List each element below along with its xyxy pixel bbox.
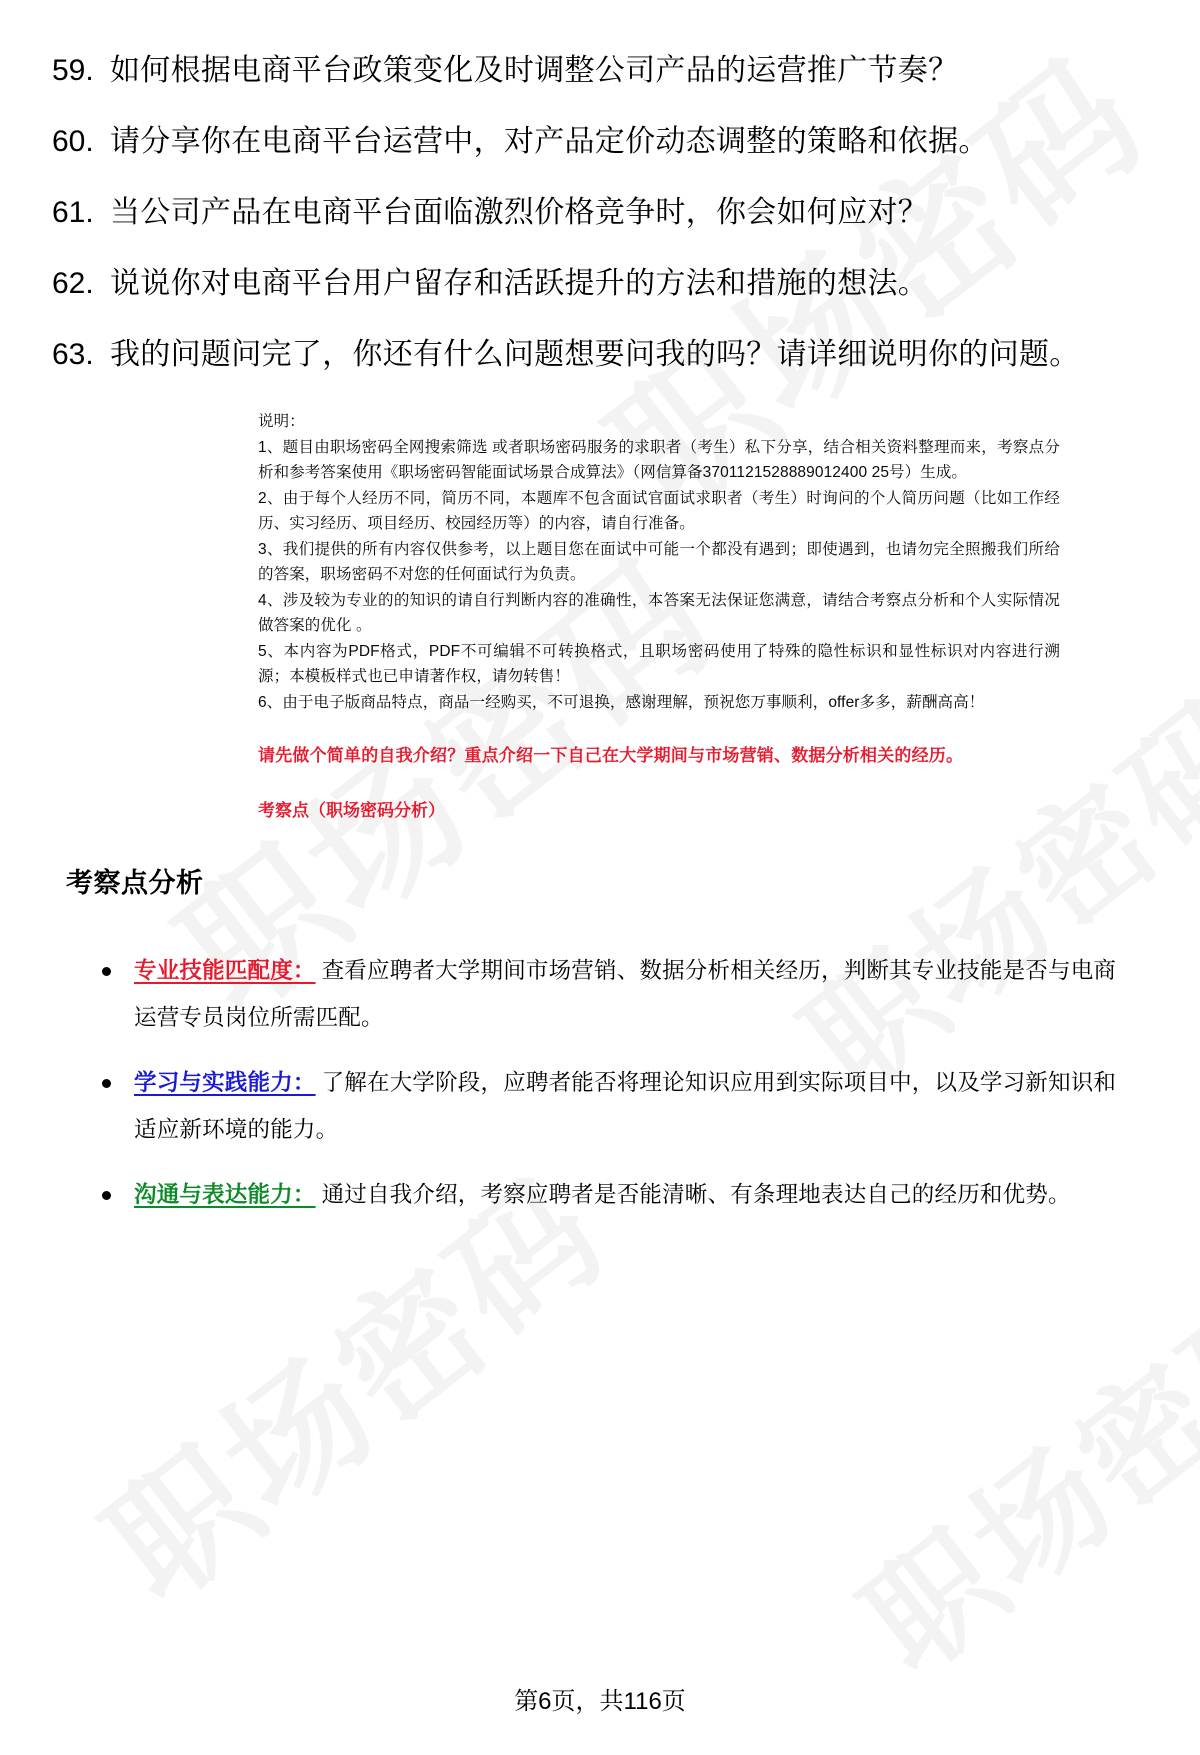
- question-text: 请分享你在电商平台运营中，对产品定价动态调整的策略和依据。: [110, 125, 989, 158]
- assessment-body: 通过自我介绍，考察应聘者是否能清晰、有条理地表达自己的经历和优势。: [321, 1182, 1071, 1207]
- assessment-term: 沟通与表达能力：: [134, 1182, 316, 1207]
- question-text: 说说你对电商平台用户留存和活跃提升的方法和措施的想法。: [110, 267, 929, 300]
- question-item: [48, 259, 1152, 308]
- assessment-term: 学习与实践能力：: [134, 1070, 316, 1095]
- assessment-body: 了解在大学阶段，应聘者能否将理论知识应用到实际项目中，以及学习新知识和适应新环境的能力。: [134, 1070, 1117, 1142]
- watermark-text: [820, 1230, 1200, 1707]
- notes-item: 2、由于每个人经历不同，简历不同，本题库不包含面试官面试求职者（考生）时询问的个人简历问题（比如工作经历、实习经历、项目经历、校园经历等）的内容，请自行准备。: [258, 489, 1060, 532]
- question-number: 61.: [52, 196, 94, 229]
- assessment-term: 专业技能匹配度：: [134, 958, 316, 983]
- question-list: [0, 0, 1200, 379]
- list-item: [98, 1171, 1130, 1218]
- question-text: 我的问题问完了，你还有什么问题想要问我的吗？请详细说明你的问题。: [110, 338, 1080, 371]
- notes-label: 说明：: [258, 413, 305, 430]
- notes-item: 3、我们提供的所有内容仅供参考，以上题目您在面试中可能一个都没有遇到；即使遇到，也请勿完全照搬我们所给的答案，职场密码不对您的任何面试行为负责。: [258, 540, 1060, 583]
- question-item: [48, 188, 1152, 237]
- notes-block: [0, 409, 1200, 715]
- assessment-point-list: [0, 947, 1200, 1218]
- list-item: [98, 947, 1130, 1041]
- highlighted-question: 请先做个简单的自我介绍？重点介绍一下自己在大学期间与市场营销、数据分析相关的经历。: [258, 746, 964, 765]
- notes-item: 4、涉及较为专业的的知识的请自行判断内容的准确性，本答案无法保证您满意，请结合考察点分析和个人实际情况做答案的优化 。: [258, 591, 1060, 634]
- assessment-body: 查看应聘者大学期间市场营销、数据分析相关经历，判断其专业技能是否与电商运营专员岗位所需匹配。: [134, 958, 1117, 1030]
- notes-item: 6、由于电子版商品特点，商品一经购买，不可退换，感谢理解，预祝您万事顺利，offer多多，薪酬高高！: [258, 693, 985, 711]
- question-item: [48, 46, 1152, 95]
- question-number: 60.: [52, 125, 94, 158]
- notes-item: 1、题目由职场密码全网搜索筛选 或者职场密码服务的求职者（考生）私下分享，结合相关资料整理而来，考察点分析和参考答案使用《职场密码智能面试场景合成算法》（网信算备3701121528889012400 25号）生成。: [258, 438, 1060, 481]
- section-heading: 考察点分析: [66, 868, 204, 898]
- assessment-point-subheading: 考察点（职场密码分析）: [258, 801, 445, 820]
- notes-item: 5、本内容为PDF格式，PDF不可编辑不可转换格式，且职场密码使用了特殊的隐性标识和显性标识对内容进行溯源；本模板样式也已申请著作权，请勿转售！: [258, 642, 1060, 685]
- question-item: [48, 117, 1152, 166]
- question-text: 当公司产品在电商平台面临激烈价格竞争时，你会如何应对？: [110, 196, 929, 229]
- question-number: 62.: [52, 267, 94, 300]
- list-item: [98, 1059, 1130, 1153]
- question-text: 如何根据电商平台政策变化及时调整公司产品的运营推广节奏？: [110, 54, 959, 87]
- question-number: 59.: [52, 54, 94, 87]
- question-number: 63.: [52, 338, 94, 371]
- page-footer: 第6页，共116页: [514, 1688, 686, 1715]
- question-item: [48, 330, 1152, 379]
